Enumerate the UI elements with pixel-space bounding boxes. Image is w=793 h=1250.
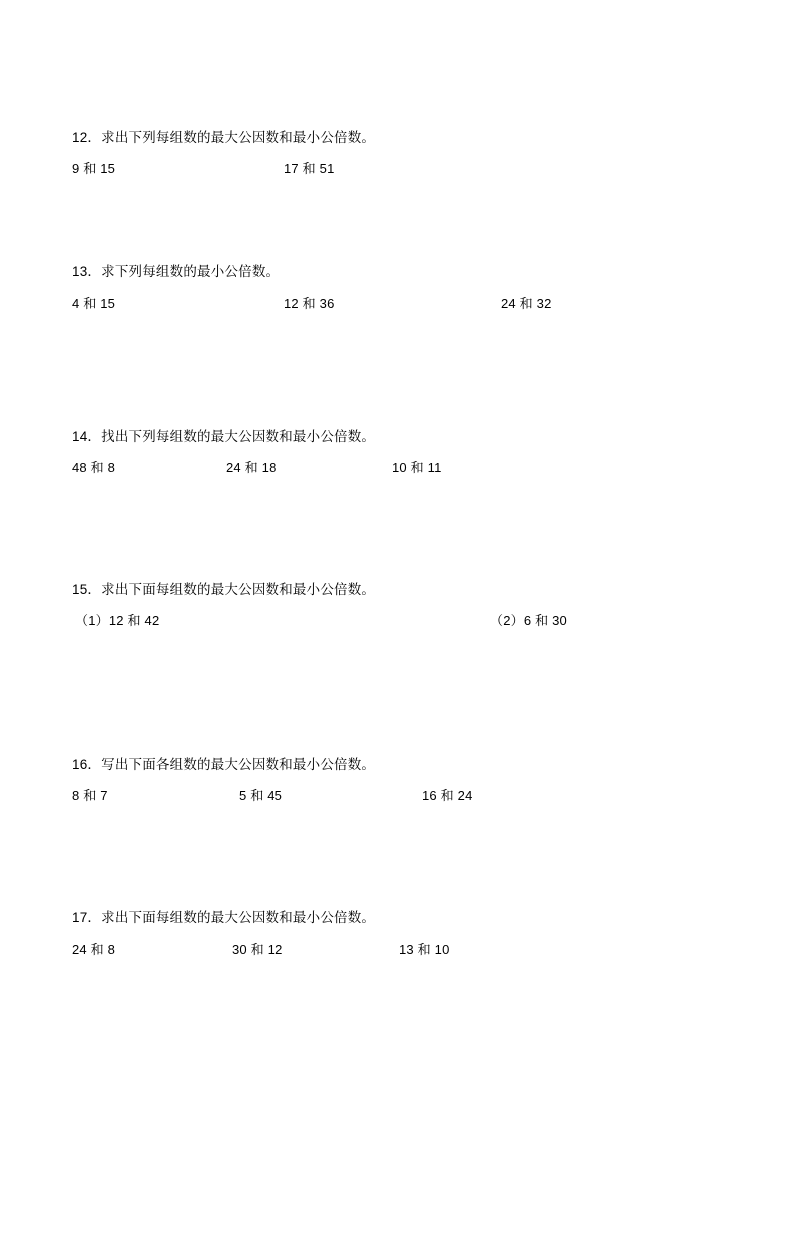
problem-12-items <box>72 158 721 180</box>
problem-13-prompt: 13．求下列每组数的最小公倍数。 <box>72 264 280 280</box>
problem-16-item-3: 16 和 24 <box>422 788 473 804</box>
problem-12 <box>72 128 721 180</box>
problem-13-item-2: 12 和 36 <box>284 295 335 311</box>
problem-12-item-1: 9 和 15 <box>72 161 116 177</box>
problem-17-item-3: 13 和 10 <box>399 941 450 957</box>
problem-15-prompt: 15．求出下面每组数的最大公因数和最小公倍数。 <box>72 581 376 597</box>
problem-15-item-1: （1）12 和 42 <box>75 613 160 628</box>
problem-17-item-2: 30 和 12 <box>232 941 283 957</box>
problem-13 <box>72 262 721 314</box>
problem-17-items <box>72 939 721 961</box>
problem-16-item-1: 8 和 7 <box>72 788 108 804</box>
problem-16 <box>72 755 721 807</box>
problem-14-item-2: 24 和 18 <box>226 459 277 475</box>
problem-17-item-1: 24 和 8 <box>72 941 116 957</box>
problem-14-prompt: 14．找出下列每组数的最大公因数和最小公倍数。 <box>72 428 376 444</box>
problem-13-item-1: 4 和 15 <box>72 295 116 311</box>
problem-14-item-3: 10 和 11 <box>392 459 442 475</box>
problem-16-item-2: 5 和 45 <box>239 788 283 804</box>
problem-14-item-1: 48 和 8 <box>72 459 116 475</box>
problem-14-items <box>72 457 721 479</box>
problem-13-item-3: 24 和 32 <box>501 295 552 311</box>
problem-16-prompt: 16．写出下面各组数的最大公因数和最小公倍数。 <box>72 757 376 772</box>
worksheet-page <box>0 128 793 1250</box>
problem-14 <box>72 427 721 479</box>
problem-17 <box>72 908 721 960</box>
problem-15 <box>72 580 721 632</box>
problem-12-item-2: 17 和 51 <box>284 161 335 177</box>
problem-12-prompt: 12．求出下列每组数的最大公因数和最小公倍数。 <box>72 130 376 145</box>
problem-13-items <box>72 293 721 315</box>
problem-15-item-2: （2）6 和 30 <box>490 613 567 628</box>
problem-15-items <box>72 610 721 632</box>
problem-16-items <box>72 785 721 807</box>
problem-17-prompt: 17．求出下面每组数的最大公因数和最小公倍数。 <box>72 910 376 926</box>
